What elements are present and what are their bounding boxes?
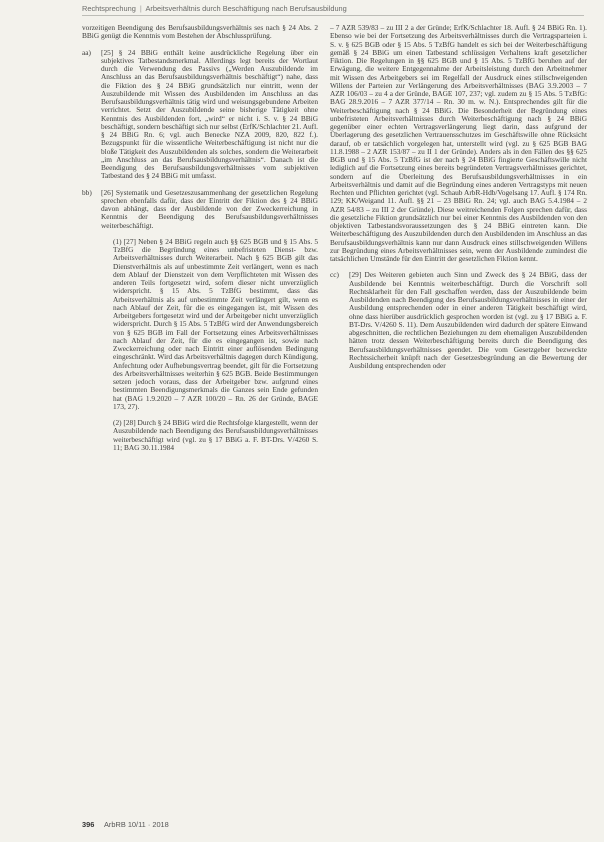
header-separator: | — [139, 4, 142, 13]
paragraph-bb — [82, 189, 318, 453]
left-column — [82, 24, 318, 460]
page-footer — [82, 820, 169, 829]
text-bb: [26] Systematik und Gesetzeszusammenhang der gesetzlichen Regelung sprechen ebenfalls dafür, dass der Eintritt der Fiktion des § 24 BBiG davon abhängt, dass der Ausbildende von der Zweckerreichung in Kenntnis der Beendigung des Berufsausbildungsverhältnisses weiterbeschäftigt. — [101, 187, 318, 230]
page-number: 396 — [82, 820, 95, 829]
text-cc: [29] Des Weiteren gebieten auch Sinn und Zweck des § 24 BBiG, dass der Ausbildende bei Kenntnis weiterbeschäftigt. Durch die Vorschrift soll Rechtsklarheit für den Fall geschaffen werden, dass der Auszubildende beim Ausbildenden nach Beendigung des Berufsausbildungsverhältnisses in einer der Ausbildung entsprechenden oder in einer anderen Tätigkeit beschäftigt wird, ohne dass hierüber ausdrücklich gesprochen worden ist (vgl. zu § 17 BBiG a. F. BT-Drs. V/4260 S. 11). Dem Auszubildenden wird dadurch der spätere Einwand abgeschnitten, die rechtlichen Beziehungen zu dem ehemaligen Auszubildenden hätten trotz dessen Weiterbeschäftigung bereits durch die Beendigung des Berufsausbildungsverhältnisses geendet. Die vom Gesetzgeber bezweckte Rechtssicherheit knüpft nach der Gesetzesbegründung an die Bewertung der Ausbildung entsprechenden oder — [349, 270, 587, 370]
header-topic: Arbeitsverhältnis durch Beschäftigung nach Berufsausbildung — [145, 4, 347, 13]
running-header — [82, 4, 347, 13]
continued-paragraph: – 7 AZR 539/83 – zu III 2 a der Gründe; ErfK/Schlachter 18. Aufl. § 24 BBiG Rn. 1). Ebenso wie bei der Fortsetzung des Arbeitsverhältnisses durch die Vertragsparteien i. S. v. § 625 BGB oder § 15 Abs. 5 TzBfG handelt es sich bei der Weiterbeschäftigung gemäß § 24 BBiG um einen Tatbestand schlüssigen Verhaltens kraft gesetzlicher Fiktion. Die Regelungen in §§ 625 BGB und § 15 Abs. 5 TzBfG beruhen auf der Erwägung, die weitere Entgegennahme der Arbeitsleistung durch den Arbeitnehmer mit Wissen des Arbeitgebers sei im Regelfall der Ausdruck eines stillschweigenden Willens der Parteien zur Verlängerung des Arbeitsverhältnisses (BAG 3.9.2003 – 7 AZR 106/03 – zu 4 a der Gründe, BAGE 107, 237; vgl. zudem zu § 15 Abs. 5 TzBfG: BAG 28.9.2016 – 7 AZR 377/14 – Rn. 30 m. w. N.). Entsprechendes gilt für die Weiterbeschäftigung nach § 24 BBiG. Die Besonderheit der Begründung eines unbefristeten Arbeitsverhältnisses durch Weiterbeschäftigung nach § 24 BBiG gegenüber einer echten Vertragsverlängerung liegt darin, dass aufgrund der Überlagerung des gesetzlichen Vertrauensschutzes im Geschäftswille ohne Rücksicht darauf, ob er tatsächlich vorgelegen hat, unterstellt wird (vgl. zu § 625 BGB BAG 11.8.1988 – 2 AZR 153/87 – zu II 1 der Gründe). Anders als in den Fällen des §§ 625 BGB und § 15 Abs. 5 TzBfG ist der nach § 24 BBiG fingierte Geschäftswille nicht lediglich auf die Fortsetzung eines bereits begründeten Vertragsverhältnisses gerichtet, sondern auf die Überleitung des Berufsausbildungsverhältnisses in ein Arbeitsverhältnis und damit auf die Begründung eines anderen Vertragstyps mit neuen Rechten und Pflichten gerichtet (vgl. Schaub ArbR-Hdb/Vogelsang 17. Aufl. § 174 Rn. 129; KK/Weigand 11. Aufl. §§ 21 – 23 BBiG Rn. 24; vgl. auch BAG 5.4.1984 – 2 AZR 54/83 – zu III 2 der Gründe). Diese weitreichenden Folgen sprechen dafür, dass die gesetzliche Fiktion grundsätzlich nur bei einer Kenntnis des Ausbildenden von den objektiven Tatbestandsvoraussetzungen des § 24 BBiG eintreten kann. Die Weiterbeschäftigung des Auszubildenden durch den Ausbildenden im Anschluss an das Berufsausbildungsverhältnis kann nur dann Ausdruck eines stillschweigenden Willens zur Begründung eines Arbeitsverhältnisses sein, wenn der Ausbildende zumindest die tatsächlichen Umstände für den Eintritt der gesetzlichen Fiktion kennt. — [330, 23, 587, 263]
paragraph-aa — [82, 49, 318, 181]
paragraph-1: (1) [27] Neben § 24 BBiG regeln auch §§ 625 BGB und § 15 Abs. 5 TzBfG die Begründung eines unbefristeten Dienst- bzw. Arbeitsverhältnisses durch Weiterarbeit. Nach § 625 BGB gilt das Dienstverhältnis als auf unbestimmte Zeit verlängert, wenn es nach dem Ablauf der Dienstzeit von dem Verpflichteten mit Wissen des anderen Teils fortgesetzt wird, sofern dieser nicht unverzüglich widerspricht. § 15 Abs. 5 TzBfG bestimmt, dass das Arbeitsverhältnis als auf unbestimmte Zeit verlängert gilt, wenn es nach Ablauf der Zeit, für die es eingegangen ist, mit Wissen des Arbeitgebers fortgesetzt wird und der Arbeitgeber nicht unverzüglich widerspricht. Durch § 15 Abs. 5 TzBfG wird der Anwendungsbereich von § 625 BGB im Fall der Fortsetzung eines Arbeitsverhältnisses nach Ablauf der Zeit, für die es eingegangen ist, sowie nach Zweckerreichung oder nach Eintritt einer auflösenden Bedingung eingeschränkt. Wird das Arbeitsverhältnis dagegen durch Kündigung, Anfechtung oder Aufhebungsvertrag beendet, gilt für die Fortsetzung des Arbeitsverhältnisses weiterhin § 625 BGB. Beide Bestimmungen setzen jedoch voraus, dass der Arbeitgeber bzw. aufgrund eines bestimmten Beendigungsmerkmals die Ganzes sein Ende gefunden hat (BAG 1.9.2020 – 7 AZR 100/20 – Rn. 26 der Gründe, BAGE 173, 27). — [113, 236, 318, 411]
header-rule — [82, 15, 584, 16]
label-bb: bb) — [82, 187, 92, 197]
paragraph-cc — [330, 271, 587, 370]
text-aa: [25] § 24 BBiG enthält keine ausdrückliche Regelung über ein subjektives Tatbestandsmerkmal. Allerdings legt bereits der Wortlaut durch die Verwendung des Passivs („Werden Auszubildende im Anschluss an das Berufsausbildungsverhältnis beschäftigt“) nahe, dass die Fiktion des § 24 BBiG grundsätzlich nur eintritt, wenn der Auszubildende mit Wissen des Ausbildenden im Anschluss an das Berufsausbildungsverhältnis tätig wird und weisungsgebundene Arbeiten verrichtet. Setzt der Auszubildende seine bisherige Tätigkeit ohne Kenntnis des Ausbildenden fort, „wird“ er nicht i. S. v. § 24 BBiG beschäftigt, sondern beschäftigt sich nur selbst (ErfK/Schlachter 21. Aufl. § 24 BBiG Rn. 6; vgl. auch Benecke NZA 2009, 820, 822 f.). Bezugspunkt für die wissentliche Weiterbeschäftigung ist nicht nur die bloße Tätigkeit des Auszubildenden als solches, sondern die Weiterarbeit „im Anschluss an das Berufsausbildungsverhältnis“. Danach ist die Beendigung des Berufsausbildungsverhältnisses vom subjektiven Tatbestand des § 24 BBiG mit umfasst. — [101, 47, 318, 181]
header-section: Rechtsprechung — [82, 4, 136, 13]
paragraph-2: (2) [28] Durch § 24 BBiG wird die Rechtsfolge klargestellt, wenn der Auszubildende nach Beendigung des Berufsausbildungsverhältnisses weiterbeschäftigt wird (vgl. zu § 17 BBiG a. F. BT-Drs. V/4260 S. 11; BAG 30.11.1984 — [113, 418, 318, 452]
label-cc: cc) — [330, 270, 339, 280]
intro-paragraph: vorzeitigen Beendigung des Berufsausbildungsverhältnis ses nach § 24 Abs. 2 BBiG genügt die Kenntnis vom Bestehen der Abschlussprüfung. — [82, 23, 318, 41]
right-column — [330, 24, 587, 378]
label-aa: aa) — [82, 47, 91, 57]
journal-reference: ArbRB 10/11 · 2018 — [104, 820, 169, 829]
